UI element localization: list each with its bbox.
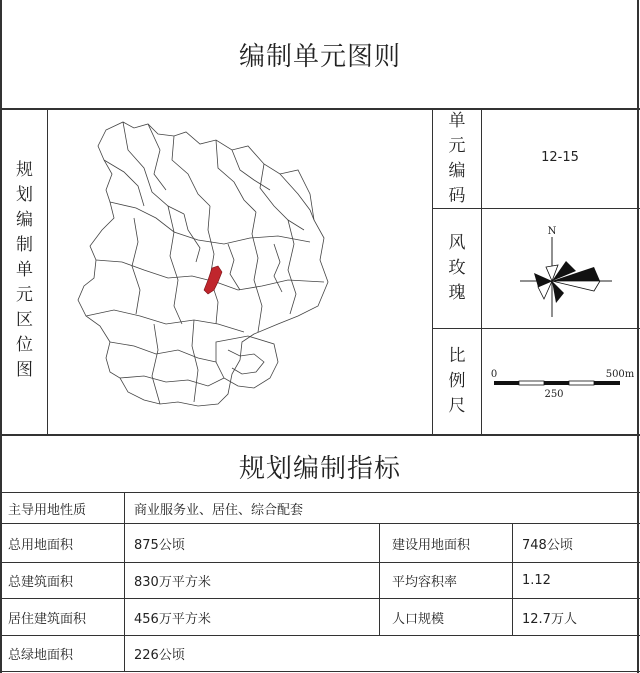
scale-label	[433, 329, 481, 434]
indicator-value: 226公顷	[134, 648, 185, 663]
location-map-label-char: 规	[16, 159, 33, 180]
map-boundary	[232, 150, 270, 190]
location-map-label-char: 图	[16, 359, 33, 380]
map-boundary	[192, 320, 198, 402]
map-boundary	[288, 220, 296, 314]
wind-rose-petals	[534, 261, 600, 303]
location-map-label-char: 划	[16, 184, 33, 205]
indicator-value: 875公顷	[134, 537, 185, 553]
indicator-label: 总绿地面积	[8, 648, 74, 663]
district-outline	[78, 122, 328, 406]
indicator-label: 居住建筑面积	[8, 611, 87, 627]
table-col-2	[379, 523, 380, 635]
indicator-value: 1.12	[522, 573, 551, 588]
indicator-value: 商业服务业、居住、综合配套	[134, 502, 304, 518]
location-map-label-char: 单	[16, 259, 33, 280]
indicator-label: 平均容积率	[392, 575, 458, 590]
wind-rose-label-char: 风	[448, 233, 466, 253]
map-boundary	[280, 174, 314, 220]
map-boundary	[152, 324, 160, 404]
indicator-value: 12.7万人	[522, 611, 577, 627]
location-map-label-char: 区	[16, 309, 33, 330]
scale-bar	[482, 329, 638, 434]
unit-code-value: 12-15	[541, 150, 579, 165]
district-outline-south	[216, 336, 278, 388]
map-boundary	[148, 124, 166, 190]
wind-rose-label-char: 瑰	[448, 283, 466, 303]
scale-label-char: 尺	[448, 396, 466, 416]
scale-segment-dark-3	[594, 381, 620, 385]
indicator-value: 456万平方米	[134, 611, 211, 627]
wind-rose-label	[433, 209, 481, 328]
scale-segment-light-2	[569, 381, 594, 385]
location-map-label	[2, 130, 47, 410]
scale-segment-dark-2	[544, 381, 569, 385]
indicator-label: 建设用地面积	[392, 537, 471, 553]
unit-code-label-char: 单	[448, 111, 466, 131]
map-boundary	[172, 136, 210, 206]
table-col-3	[512, 523, 513, 635]
scale-segment-dark-1	[494, 381, 519, 385]
unit-code-label-char: 元	[448, 136, 466, 156]
scale-mid: 250	[544, 389, 564, 400]
sheet-title: 编制单元图则	[238, 42, 401, 72]
indicator-label: 人口规模	[392, 611, 445, 627]
table-col-1	[124, 492, 125, 672]
unit-code-label	[433, 110, 481, 208]
indicator-value: 748公顷	[522, 537, 573, 553]
divider-indicators	[0, 434, 640, 436]
indicator-label: 主导用地性质	[8, 502, 87, 518]
indicators-title: 规划编制指标	[238, 454, 401, 484]
indicator-label: 总用地面积	[8, 537, 74, 553]
map-boundary	[110, 342, 216, 362]
table-bottom	[0, 671, 640, 672]
map-boundary	[168, 206, 182, 324]
scale-start: 0	[490, 369, 498, 380]
map-boundary	[228, 350, 264, 374]
indicator-label: 总建筑面积	[8, 575, 74, 590]
location-map-label-char: 制	[16, 234, 33, 255]
location-map-label-char: 元	[16, 284, 33, 305]
map-boundary	[104, 160, 144, 206]
scale-segment-light-1	[519, 381, 544, 385]
map-boundary	[120, 376, 224, 386]
wind-rose-label-char: 玫	[448, 258, 466, 278]
location-map-label-char: 编	[16, 209, 33, 230]
scale-label-char: 比	[448, 346, 466, 366]
map-boundary	[228, 244, 240, 290]
wind-rose-diagram	[482, 209, 638, 328]
location-map-label-char: 位	[16, 334, 33, 355]
map-boundary	[216, 140, 256, 212]
map-boundary	[252, 212, 262, 332]
indicator-value: 830万平方米	[134, 575, 211, 590]
unit-code-label-char: 码	[448, 186, 466, 206]
map-boundary	[274, 244, 282, 292]
location-map	[48, 110, 432, 434]
unit-code-label-char: 编	[448, 161, 466, 181]
map-boundary	[86, 310, 244, 332]
map-boundary	[208, 206, 218, 324]
scale-end: 500m	[605, 369, 635, 380]
north-letter: N	[547, 226, 557, 237]
scale-label-char: 例	[448, 371, 466, 391]
